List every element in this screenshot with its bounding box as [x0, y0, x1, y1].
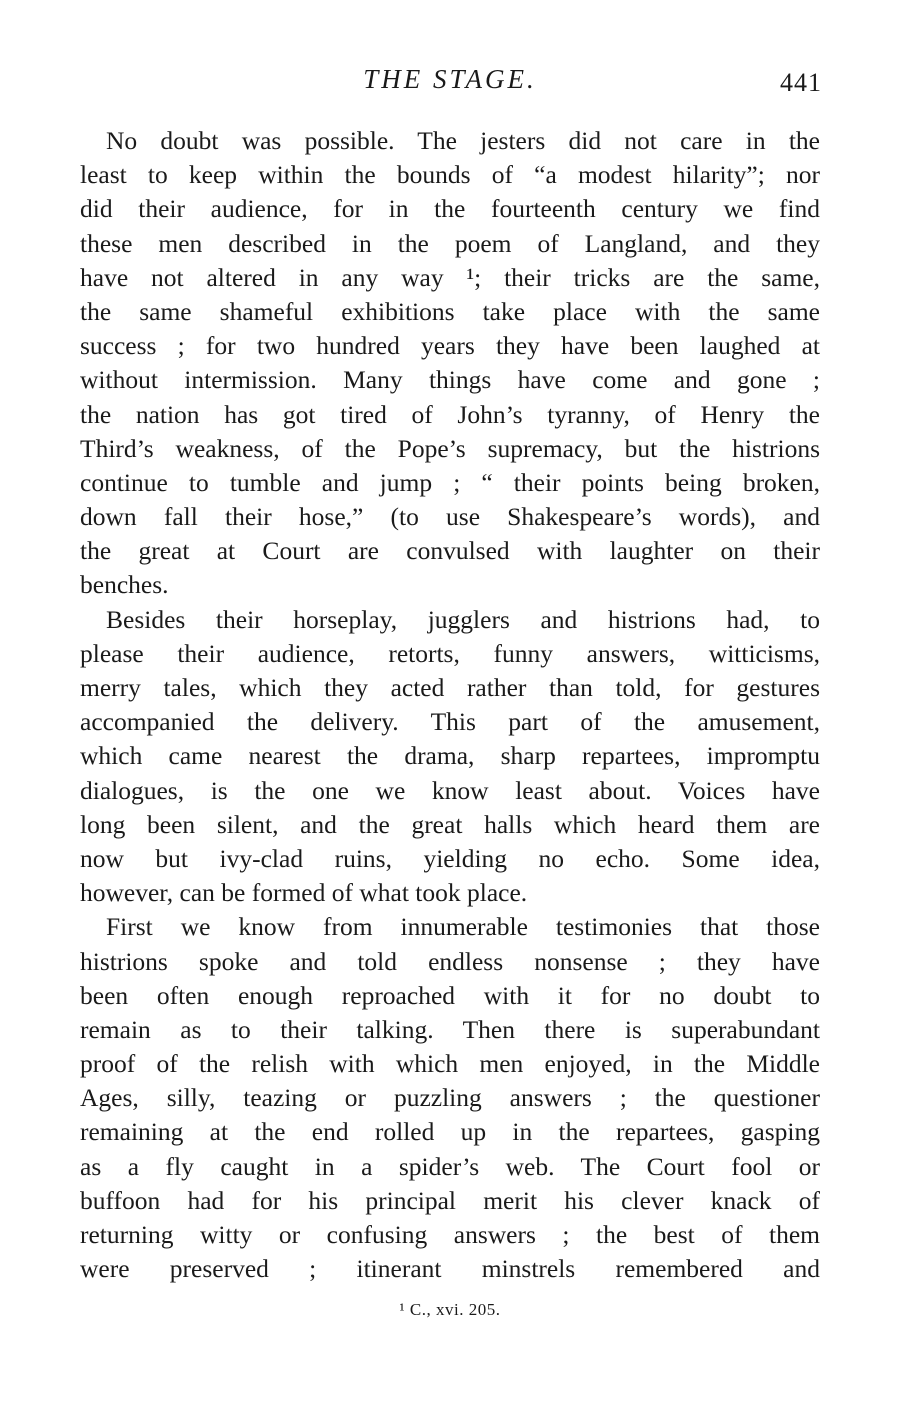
running-head — [0, 62, 900, 102]
text-line: merry tales, which they acted rather than told, for gestures — [80, 673, 820, 702]
footnote: ¹ C., xvi. 205. — [399, 1300, 501, 1319]
text-line: as a fly caught in a spider’s web. The Court fool or — [80, 1151, 820, 1181]
text-line: returning witty or confusing answers ; the best of them — [80, 1220, 820, 1249]
text-line: continue to tumble and jump ; “ their points being broken, — [80, 467, 820, 497]
text-line: down fall their hose,” (to use Shakespeare’s words), and — [80, 502, 820, 532]
text-line: without intermission. Many things have come and gone ; — [80, 365, 820, 395]
text-line: benches. — [80, 570, 169, 600]
text-line: however, can be formed of what took place. — [80, 878, 528, 908]
text-line: remain as to their talking. Then there is superabundant — [80, 1014, 820, 1044]
page-number: 441 — [780, 68, 822, 97]
text-line: been often enough reproached with it for no doubt to — [80, 980, 820, 1010]
text-line: Third’s weakness, of the Pope’s supremacy, but the histrions — [80, 433, 820, 463]
text-line: buffoon had for his principal merit his clever knack of — [80, 1185, 820, 1215]
text-line: now but ivy-clad ruins, yielding no echo. Some idea, — [80, 843, 820, 873]
text-line: histrions spoke and told endless nonsense ; they have — [80, 946, 820, 976]
running-title: THE STAGE. — [363, 64, 537, 94]
text-line: accompanied the delivery. This part of the amusement, — [80, 707, 820, 737]
text-line: have not altered in any way ¹; their tricks are the same, — [80, 262, 820, 292]
text-line: Besides their horseplay, jugglers and histrions had, to — [106, 604, 820, 634]
text-line: No doubt was possible. The jesters did not care in the — [106, 126, 820, 155]
text-line: were preserved ; itinerant minstrels remembered and — [80, 1254, 820, 1284]
text-line: which came nearest the drama, sharp repartees, impromptu — [80, 741, 820, 771]
text-line: remaining at the end rolled up in the repartees, gasping — [80, 1117, 820, 1147]
text-line: the great at Court are convulsed with laughter on their — [80, 536, 820, 566]
text-line: success ; for two hundred years they have been laughed at — [80, 331, 820, 361]
text-line: long been silent, and the great halls which heard them are — [80, 809, 820, 839]
text-line: First we know from innumerable testimonies that those — [106, 912, 820, 942]
text-line: proof of the relish with which men enjoyed, in the Middle — [80, 1049, 820, 1079]
text-line: least to keep within the bounds of “a modest hilarity”; nor — [80, 160, 820, 190]
text-line: dialogues, is the one we know least about. Voices have — [80, 775, 820, 805]
body-text — [80, 124, 820, 1286]
text-line: the same shameful exhibitions take place with the same — [80, 296, 820, 326]
text-line: the nation has got tired of John’s tyranny, of Henry the — [80, 399, 820, 429]
text-line: please their audience, retorts, funny answers, witticisms, — [80, 638, 820, 668]
text-line: Ages, silly, teazing or puzzling answers ; the questioner — [80, 1083, 820, 1113]
text-line: these men described in the poem of Langland, and they — [80, 228, 820, 258]
text-line: did their audience, for in the fourteenth century we find — [80, 194, 820, 224]
